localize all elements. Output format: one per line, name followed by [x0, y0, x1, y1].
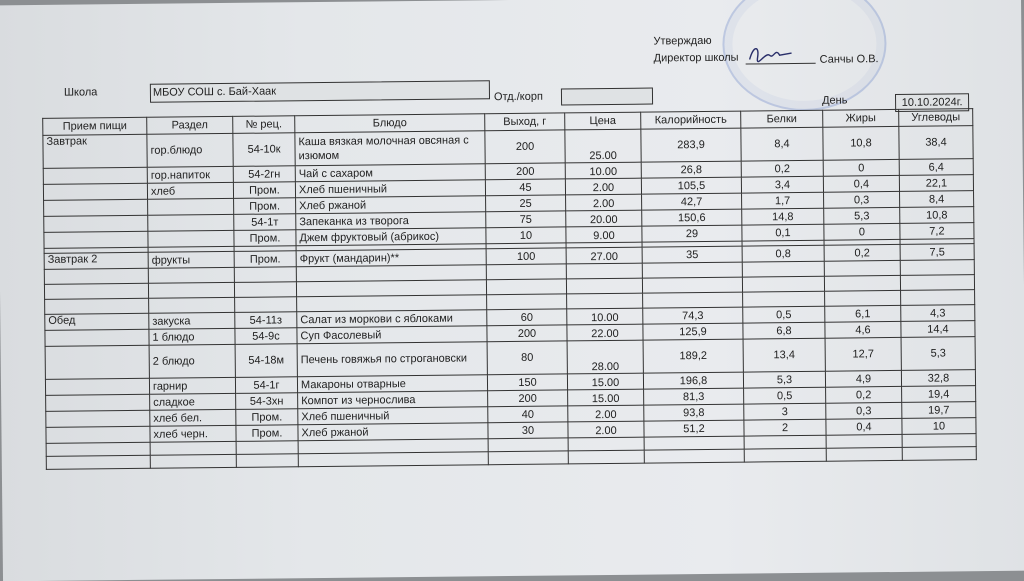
empty-cell [150, 454, 236, 468]
meal-cell [43, 167, 147, 184]
empty-cell [488, 438, 568, 452]
kcal-cell: 29 [642, 225, 742, 242]
school-field: МБОУ СОШ с. Бай-Хаак [150, 80, 490, 103]
empty-cell [824, 275, 900, 291]
carbs-cell: 38,4 [899, 126, 973, 160]
empty-cell [488, 451, 568, 465]
fat-cell: 4,6 [825, 321, 901, 338]
section-cell: хлеб черн. [150, 425, 236, 442]
carbs-cell: 10,8 [900, 207, 974, 224]
carbs-cell: 7,5 [900, 244, 974, 261]
empty-cell [44, 283, 148, 299]
day-field: 10.10.2024г. [895, 93, 969, 112]
section-cell [148, 198, 234, 215]
empty-cell [236, 441, 298, 455]
section-cell: 1 блюдо [149, 328, 235, 345]
col-header: Калорийность [641, 111, 741, 129]
protein-cell: 2 [744, 419, 826, 436]
col-header: Раздел [147, 116, 233, 134]
kcal-cell: 74,3 [643, 307, 743, 324]
protein-cell: 1,7 [742, 192, 824, 209]
empty-cell [566, 278, 642, 294]
dish-cell: Фрукт (мандарин)** [296, 249, 486, 267]
kcal-cell: 35 [642, 246, 742, 263]
col-header: Углеводы [899, 109, 973, 127]
carbs-cell: 8,4 [900, 191, 974, 208]
carbs-cell: 5,3 [901, 337, 975, 371]
empty-cell [46, 442, 150, 456]
empty-cell [743, 291, 825, 307]
section-cell: гарнир [149, 377, 235, 394]
kcal-cell: 93,8 [644, 404, 744, 421]
price-cell: 25.00 [565, 129, 641, 163]
yield-cell: 75 [486, 211, 566, 228]
empty-cell [644, 436, 744, 450]
empty-cell [824, 260, 900, 276]
empty-cell [567, 293, 643, 309]
menu-table [42, 108, 977, 470]
empty-cell [298, 452, 488, 467]
meal-cell [44, 215, 148, 232]
day-label: День [821, 94, 848, 107]
empty-cell [826, 434, 902, 448]
fat-cell: 0,4 [826, 418, 902, 435]
empty-cell [149, 297, 235, 313]
protein-cell: 6,8 [743, 322, 825, 339]
carbs-cell: 22,1 [899, 175, 973, 192]
dish-cell: Чай с сахаром [295, 164, 485, 182]
recipe-cell: Пром. [234, 198, 296, 215]
dish-cell: Хлеб ржаной [296, 196, 486, 214]
fat-cell: 0,4 [823, 175, 899, 192]
meal-cell: Завтрак 2 [44, 252, 148, 269]
protein-cell: 8,4 [741, 127, 823, 161]
meal-cell [45, 329, 149, 346]
carbs-cell: 19,4 [902, 386, 976, 403]
carbs-cell: 7,2 [900, 223, 974, 240]
section-cell: хлеб бел. [150, 409, 236, 426]
kcal-cell: 105,5 [641, 177, 741, 194]
yield-cell: 200 [487, 325, 567, 342]
kcal-cell: 150,6 [642, 209, 742, 226]
carbs-cell: 32,8 [901, 370, 975, 387]
kcal-cell: 51,2 [644, 420, 744, 437]
dish-cell: Печень говяжья по строгановски [297, 342, 487, 377]
price-cell: 10.00 [565, 162, 641, 179]
meal-cell [43, 183, 147, 200]
empty-cell [642, 277, 742, 293]
recipe-cell: 54-1т [234, 214, 296, 231]
empty-cell [825, 290, 901, 306]
yield-cell: 25 [486, 195, 566, 212]
yield-cell: 150 [487, 374, 567, 391]
price-cell: 28.00 [567, 340, 643, 374]
recipe-cell: Пром. [236, 409, 298, 426]
empty-cell [742, 276, 824, 292]
meal-cell [45, 345, 149, 379]
protein-cell: 13,4 [743, 338, 825, 372]
dish-cell: Компот из чернослива [298, 391, 488, 409]
empty-cell [486, 264, 566, 280]
section-cell: гор.напиток [147, 166, 233, 183]
protein-cell: 3,4 [741, 176, 823, 193]
dept-field [561, 88, 653, 106]
section-cell: хлеб [147, 182, 233, 199]
yield-cell: 60 [487, 309, 567, 326]
fat-cell: 0,3 [826, 402, 902, 419]
recipe-cell: 54-18м [235, 344, 297, 378]
empty-cell [148, 267, 234, 283]
kcal-cell: 189,2 [643, 339, 743, 373]
empty-cell [902, 447, 976, 461]
empty-cell [148, 282, 234, 298]
section-cell [148, 214, 234, 231]
price-cell: 2.00 [568, 405, 644, 422]
school-label: Школа [63, 86, 98, 99]
yield-cell: 10 [486, 227, 566, 244]
meal-cell [44, 199, 148, 216]
empty-cell [568, 437, 644, 451]
empty-cell [902, 434, 976, 448]
empty-cell [234, 267, 296, 283]
dish-cell: Суп Фасолевый [297, 326, 487, 344]
protein-cell: 3 [744, 403, 826, 420]
dept-label: Отд./корп [493, 90, 543, 104]
kcal-cell: 196,8 [643, 372, 743, 389]
price-cell: 20.00 [566, 210, 642, 227]
carbs-cell: 4,3 [901, 305, 975, 322]
director-name: Санчы О.В. [819, 53, 879, 66]
carbs-cell: 6,4 [899, 159, 973, 176]
price-cell: 2.00 [565, 178, 641, 195]
director-label: Директор школы [653, 51, 739, 65]
approve-label: Утверждаю [653, 34, 712, 48]
empty-cell [234, 282, 296, 298]
empty-cell [742, 261, 824, 277]
empty-cell [44, 268, 148, 284]
empty-cell [744, 448, 826, 462]
price-cell: 27.00 [566, 247, 642, 264]
protein-cell: 0,1 [742, 224, 824, 241]
recipe-cell: Пром. [234, 230, 296, 247]
empty-cell [568, 450, 644, 464]
price-cell: 9.00 [566, 226, 642, 243]
kcal-cell: 42,7 [642, 193, 742, 210]
recipe-cell: 54-2гн [233, 166, 295, 183]
price-cell: 22.00 [567, 324, 643, 341]
fat-cell: 0,3 [824, 191, 900, 208]
fat-cell: 0 [824, 223, 900, 240]
yield-cell: 40 [488, 406, 568, 423]
empty-cell [826, 447, 902, 461]
yield-cell: 200 [485, 163, 565, 180]
col-header: Жиры [823, 109, 899, 127]
protein-cell: 5,3 [743, 371, 825, 388]
meal-cell: Обед [45, 313, 149, 330]
empty-cell [901, 290, 975, 306]
yield-cell: 80 [487, 341, 567, 375]
section-cell: 2 блюдо [149, 344, 235, 378]
meal-cell [45, 378, 149, 395]
price-cell: 15.00 [567, 373, 643, 390]
dish-cell: Хлеб пшеничный [298, 407, 488, 425]
recipe-cell: 54-9с [235, 328, 297, 345]
recipe-cell: 54-10к [233, 133, 295, 167]
dish-cell: Джем фруктовый (абрикос) [296, 228, 486, 246]
meal-cell [44, 231, 148, 248]
kcal-cell: 26,8 [641, 161, 741, 178]
section-cell: фрукты [148, 251, 234, 268]
fat-cell: 6,1 [825, 305, 901, 322]
dish-cell: Каша вязкая молочная овсяная с изюмом [295, 131, 485, 166]
kcal-cell: 125,9 [643, 323, 743, 340]
dish-cell: Запеканка из творога [296, 212, 486, 230]
price-cell: 2.00 [568, 421, 644, 438]
protein-cell: 0,8 [742, 245, 824, 262]
fat-cell: 10,8 [823, 126, 899, 160]
empty-cell [644, 449, 744, 463]
yield-cell: 30 [488, 422, 568, 439]
yield-cell: 200 [485, 130, 565, 164]
empty-cell [744, 435, 826, 449]
dish-cell: Хлеб пшеничный [295, 180, 485, 198]
carbs-cell: 19,7 [902, 402, 976, 419]
col-header: Прием пищи [43, 117, 147, 135]
fat-cell: 4,9 [825, 370, 901, 387]
price-cell: 10.00 [567, 308, 643, 325]
protein-cell: 0,2 [741, 160, 823, 177]
fat-cell: 0,2 [826, 386, 902, 403]
protein-cell: 14,8 [742, 208, 824, 225]
section-cell: закуска [149, 312, 235, 329]
col-header: № рец. [233, 116, 295, 134]
recipe-cell: Пром. [233, 182, 295, 199]
empty-cell [46, 455, 150, 469]
dish-cell: Салат из моркови с яблоками [297, 310, 487, 328]
dish-cell: Хлеб ржаной [298, 423, 488, 441]
fat-cell: 0,2 [824, 244, 900, 261]
carbs-cell: 10 [902, 418, 976, 435]
fat-cell: 0 [823, 159, 899, 176]
meal-cell [46, 426, 150, 443]
empty-cell [566, 263, 642, 279]
protein-cell: 0,5 [744, 387, 826, 404]
recipe-cell: Пром. [236, 425, 298, 442]
empty-cell [487, 294, 567, 310]
empty-cell [150, 441, 236, 455]
col-header: Белки [741, 110, 823, 128]
kcal-cell: 81,3 [644, 388, 744, 405]
empty-cell [900, 275, 974, 291]
price-cell: 2.00 [566, 194, 642, 211]
recipe-cell: 54-11з [235, 312, 297, 329]
price-cell: 15.00 [568, 389, 644, 406]
yield-cell: 200 [488, 390, 568, 407]
recipe-cell: 54-1г [235, 377, 297, 394]
protein-cell: 0,5 [743, 306, 825, 323]
col-header: Выход, г [485, 113, 565, 131]
yield-cell: 45 [485, 179, 565, 196]
carbs-cell: 14,4 [901, 321, 975, 338]
section-cell [148, 230, 234, 247]
empty-cell [486, 279, 566, 295]
director-signature [745, 41, 793, 66]
recipe-cell: 54-3хн [236, 393, 298, 410]
recipe-cell: Пром. [234, 251, 296, 268]
empty-cell [236, 454, 298, 468]
fat-cell: 12,7 [825, 337, 901, 371]
kcal-cell: 283,9 [641, 128, 741, 162]
section-cell: сладкое [150, 393, 236, 410]
meal-cell [46, 410, 150, 427]
empty-cell [642, 262, 742, 278]
yield-cell: 100 [486, 248, 566, 265]
section-cell: гор.блюдо [147, 133, 233, 167]
empty-cell [643, 292, 743, 308]
empty-cell [45, 298, 149, 314]
col-header: Блюдо [295, 114, 485, 133]
col-header: Цена [565, 112, 641, 130]
fat-cell: 5,3 [824, 207, 900, 224]
empty-cell [235, 297, 297, 313]
empty-cell [900, 260, 974, 276]
meal-cell: Завтрак [43, 134, 147, 168]
dish-cell: Макароны отварные [297, 375, 487, 393]
meal-cell [46, 394, 150, 411]
